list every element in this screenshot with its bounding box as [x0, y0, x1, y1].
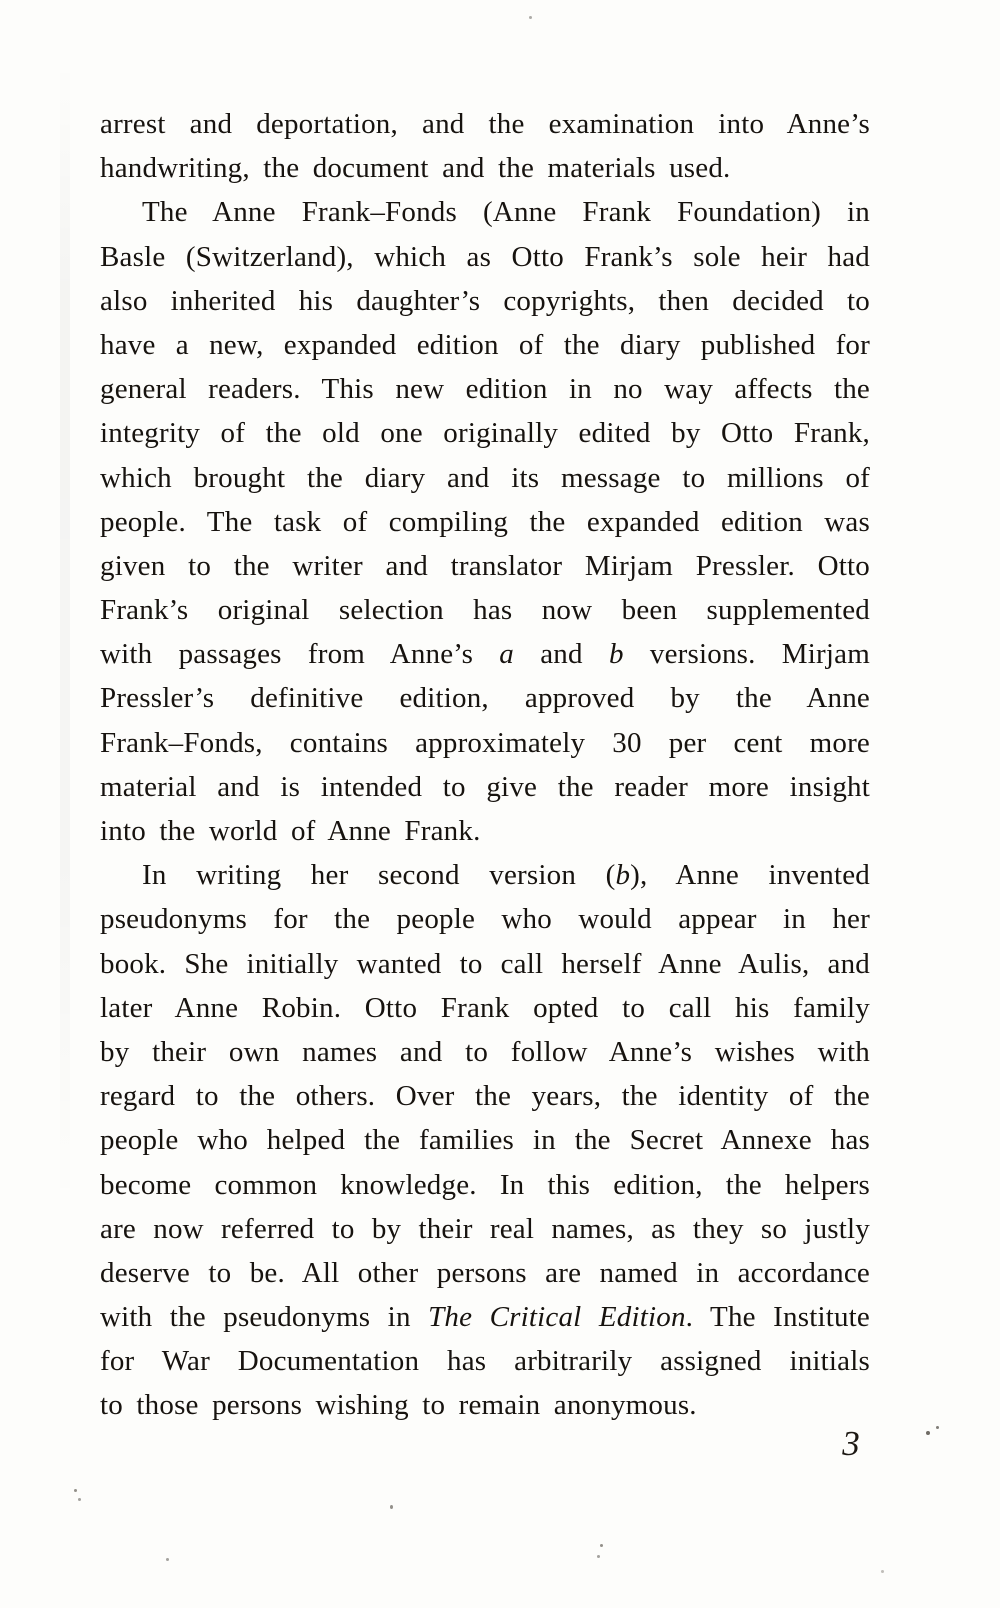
text-line — [100, 897, 870, 941]
text-line — [100, 456, 870, 500]
scan-speck — [936, 1426, 939, 1429]
text-line — [100, 765, 870, 809]
scan-speck — [926, 1431, 930, 1435]
scan-speck — [78, 1498, 81, 1501]
text-line — [100, 102, 870, 146]
text-run: and — [514, 638, 609, 671]
text-line — [100, 1030, 870, 1074]
text-run: Frank’s original selection has now been supplemented — [100, 594, 870, 627]
text-line — [100, 1207, 870, 1251]
text-run: also inherited his daughter’s copyrights, then decided to — [100, 284, 870, 317]
text-line — [100, 1074, 870, 1118]
text-line — [100, 1118, 870, 1162]
text-line — [100, 323, 870, 367]
scan-speck — [74, 1489, 77, 1492]
text-line — [100, 853, 870, 897]
text-run: to those persons wishing to remain anonymous. — [100, 1389, 697, 1422]
text-run: . The Institute — [685, 1301, 870, 1334]
text-run: In writing her second version ( — [142, 859, 616, 892]
text-run: become common knowledge. In this edition, the helpers — [100, 1168, 870, 1201]
text-line — [100, 1163, 870, 1207]
italic-text-run: The Critical Edition — [428, 1301, 686, 1334]
scan-speck — [390, 1505, 393, 1509]
text-line — [100, 146, 870, 190]
scan-speck — [529, 16, 532, 19]
text-run: given to the writer and translator Mirjam Pressler. Otto — [100, 549, 870, 582]
scan-fold-shadow — [60, 60, 70, 1210]
text-run: Basle (Switzerland), which as Otto Frank’s sole heir had — [100, 240, 870, 273]
text-line — [100, 942, 870, 986]
text-run: material and is intended to give the reader more insight — [100, 770, 870, 803]
text-line — [100, 1383, 870, 1427]
text-run: arrest and deportation, and the examination into Anne’s — [100, 108, 870, 140]
text-line — [100, 676, 870, 720]
scan-speck — [881, 1570, 884, 1573]
text-run: handwriting, the document and the materials used. — [100, 152, 731, 185]
text-line — [100, 190, 870, 234]
text-line — [100, 1295, 870, 1339]
text-line — [100, 1339, 870, 1383]
text-line — [100, 279, 870, 323]
text-run: The Anne Frank–Fonds (Anne Frank Foundation) in — [142, 196, 870, 229]
text-line — [100, 986, 870, 1030]
text-run: by their own names and to follow Anne’s wishes with — [100, 1035, 870, 1068]
italic-text-run: b — [615, 859, 631, 892]
italic-text-run: a — [499, 638, 514, 671]
text-run: regard to the others. Over the years, the identity of the — [100, 1080, 870, 1113]
text-run: ), Anne invented — [630, 859, 870, 892]
text-run: people. The task of compiling the expanded edition was — [100, 505, 870, 538]
text-run: Pressler’s definitive edition, approved by the Anne — [100, 682, 870, 715]
text-line — [100, 411, 870, 455]
text-line — [100, 544, 870, 588]
text-run: Frank–Fonds, contains approximately 30 per cent more — [100, 726, 870, 759]
text-line — [100, 632, 870, 676]
italic-text-run: b — [608, 638, 624, 671]
text-run: deserve to be. All other persons are named in accordance — [100, 1256, 870, 1289]
text-run: later Anne Robin. Otto Frank opted to call his family — [100, 991, 870, 1024]
text-run: book. She initially wanted to call herself Anne Aulis, and — [100, 947, 870, 980]
text-run: people who helped the families in the Secret Annexe has — [100, 1124, 870, 1157]
text-run: for War Documentation has arbitrarily assigned initials — [100, 1345, 870, 1378]
text-line — [100, 809, 870, 853]
text-line — [100, 235, 870, 279]
text-run: integrity of the old one originally edited by Otto Frank, — [100, 417, 870, 450]
text-run: are now referred to by their real names, as they so justly — [100, 1212, 870, 1245]
scan-speck — [600, 1544, 603, 1547]
text-line — [100, 367, 870, 411]
text-run: with passages from Anne’s — [100, 638, 500, 671]
text-line — [100, 500, 870, 544]
scan-speck — [166, 1558, 169, 1561]
scan-speck — [597, 1555, 600, 1558]
text-run: general readers. This new edition in no way affects the — [100, 373, 870, 406]
text-run: pseudonyms for the people who would appear in her — [100, 903, 870, 936]
text-run: into the world of Anne Frank. — [100, 815, 481, 847]
text-block — [100, 102, 870, 1428]
text-run: which brought the diary and its message to millions of — [100, 461, 870, 494]
text-run: versions. Mirjam — [623, 638, 870, 671]
text-run: with the pseudonyms in — [100, 1301, 429, 1334]
page-number: 3 — [842, 1424, 860, 1463]
text-line — [100, 588, 870, 632]
text-line — [100, 721, 870, 765]
text-line — [100, 1251, 870, 1295]
text-run: have a new, expanded edition of the diary published for — [100, 328, 870, 361]
